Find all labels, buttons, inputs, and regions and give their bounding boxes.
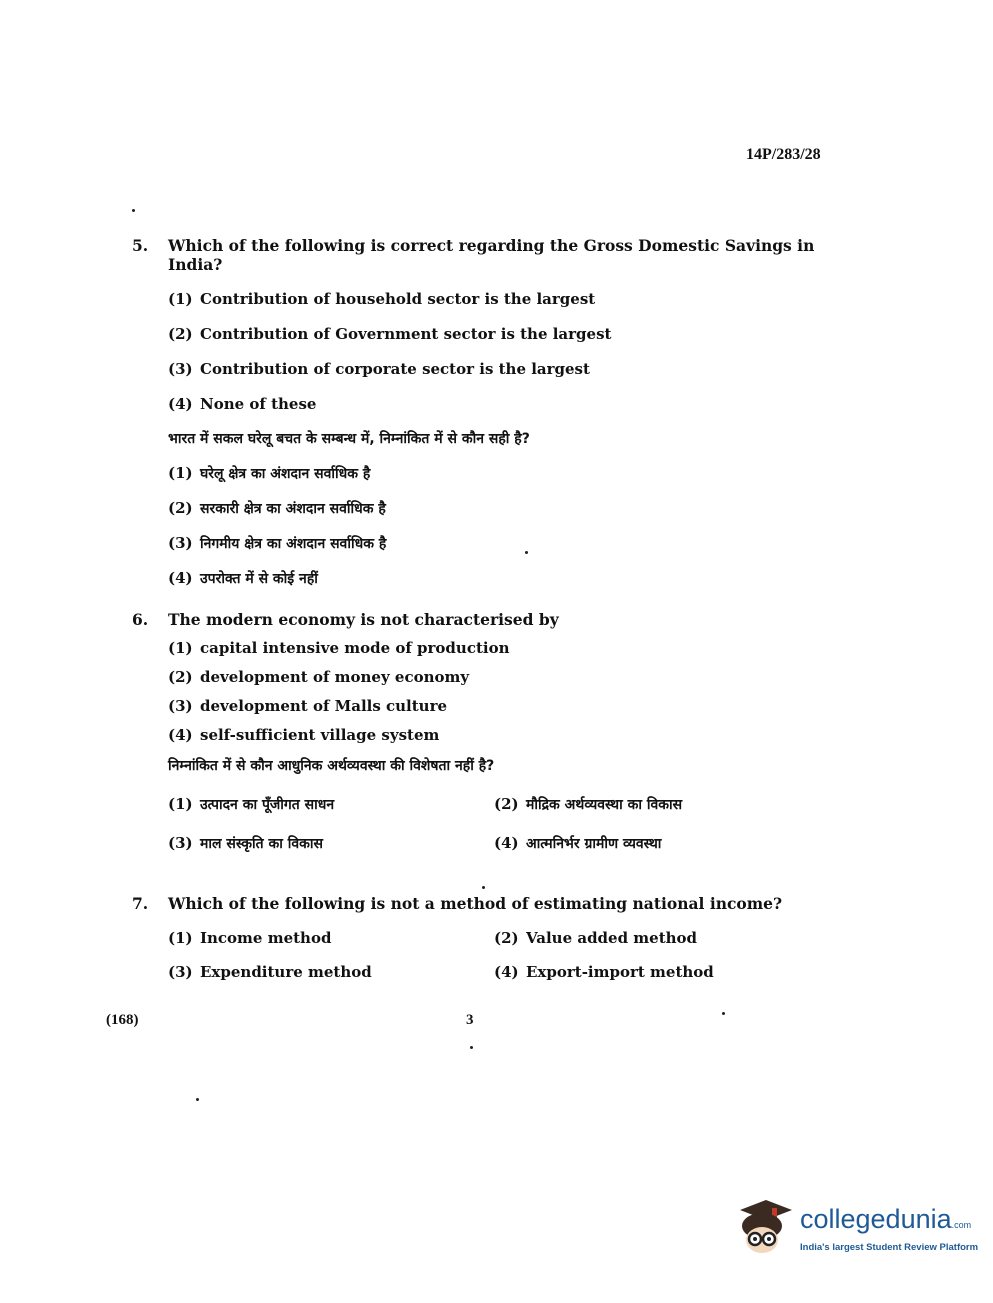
scan-speck bbox=[722, 1012, 725, 1015]
scan-speck bbox=[525, 551, 528, 554]
question-6-stem bbox=[132, 610, 832, 629]
options-row-2 bbox=[168, 834, 832, 853]
option-text: Expenditure method bbox=[200, 963, 372, 981]
option-number: (4) bbox=[168, 395, 193, 413]
option-number: (4) bbox=[168, 726, 193, 744]
option-text: development of money economy bbox=[200, 668, 470, 686]
option-text: None of these bbox=[200, 395, 317, 413]
option-text: development of Malls culture bbox=[200, 697, 448, 715]
option-text: Contribution of household sector is the largest bbox=[200, 290, 596, 308]
question-number: 6. bbox=[132, 610, 149, 629]
option-number: (2) bbox=[168, 499, 193, 517]
question-number: 7. bbox=[132, 894, 149, 913]
option-hi-1 bbox=[168, 795, 494, 814]
option-hi-3 bbox=[168, 834, 494, 853]
scan-speck bbox=[470, 1046, 473, 1049]
question-text-hindi: निम्नांकित में से कौन आधुनिक अर्थव्यवस्था की विशेषता नहीं है? bbox=[168, 758, 495, 774]
option-number: (3) bbox=[168, 963, 193, 981]
option-text: आत्मनिर्भर ग्रामीण व्यवस्था bbox=[526, 836, 662, 852]
option-number: (4) bbox=[494, 963, 519, 981]
option-hi-4 bbox=[494, 834, 820, 853]
brand-name bbox=[800, 1204, 978, 1240]
option-text: self-sufficient village system bbox=[200, 726, 440, 744]
option-en-4 bbox=[168, 726, 832, 744]
option-en-3 bbox=[168, 360, 832, 378]
question-6 bbox=[132, 610, 832, 853]
question-number: 5. bbox=[132, 236, 149, 255]
question-text-hindi: भारत में सकल घरेलू बचत के सम्बन्ध में, निम्नांकित में से कौन सही है? bbox=[168, 431, 530, 447]
option-number: (1) bbox=[168, 929, 193, 947]
page-number: 3 bbox=[466, 1012, 474, 1028]
option-text: सरकारी क्षेत्र का अंशदान सर्वाधिक है bbox=[200, 501, 386, 517]
option-number: (2) bbox=[168, 668, 193, 686]
option-hi-2 bbox=[494, 795, 820, 814]
option-en-2 bbox=[494, 929, 820, 947]
option-text: निगमीय क्षेत्र का अंशदान सर्वाधिक है bbox=[200, 536, 387, 552]
option-text: Value added method bbox=[526, 929, 698, 947]
option-number: (3) bbox=[168, 697, 193, 715]
option-number: (1) bbox=[168, 290, 193, 308]
question-5-stem bbox=[132, 236, 832, 274]
brand-tagline: India's largest Student Review Platform bbox=[800, 1241, 979, 1253]
question-5 bbox=[132, 236, 832, 588]
option-number: (2) bbox=[168, 325, 193, 343]
option-text: मौद्रिक अर्थव्यवस्था का विकास bbox=[526, 797, 683, 813]
booklet-code: (168) bbox=[106, 1012, 139, 1028]
option-text: capital intensive mode of production bbox=[200, 639, 510, 657]
question-text: The modern economy is not characterised by bbox=[168, 610, 559, 629]
option-number: (1) bbox=[168, 795, 193, 813]
option-en-3 bbox=[168, 963, 494, 981]
scan-speck bbox=[482, 886, 485, 889]
option-number: (3) bbox=[168, 534, 193, 552]
option-number: (3) bbox=[168, 834, 193, 852]
option-hi-2 bbox=[168, 499, 832, 518]
option-number: (2) bbox=[494, 929, 519, 947]
option-text: Income method bbox=[200, 929, 332, 947]
option-text: उत्पादन का पूँजीगत साधन bbox=[200, 797, 335, 813]
option-text: Export-import method bbox=[526, 963, 714, 981]
options-row-2 bbox=[168, 963, 832, 981]
option-text: Contribution of Government sector is the largest bbox=[200, 325, 612, 343]
option-text: Contribution of corporate sector is the largest bbox=[200, 360, 590, 378]
option-en-2 bbox=[168, 668, 832, 686]
option-en-4 bbox=[494, 963, 820, 981]
option-en-1 bbox=[168, 290, 832, 308]
option-text: उपरोक्त में से कोई नहीं bbox=[200, 571, 318, 587]
question-text: Which of the following is not a method of estimating national income? bbox=[168, 894, 783, 913]
brand-suffix: .com bbox=[951, 1219, 972, 1230]
option-number: (1) bbox=[168, 639, 193, 657]
option-text: माल संस्कृति का विकास bbox=[200, 836, 324, 852]
question-text: Which of the following is correct regarding the Gross Domestic Savings in India? bbox=[168, 236, 815, 274]
option-en-1 bbox=[168, 639, 832, 657]
option-number: (4) bbox=[168, 569, 193, 587]
page-code: 14P/283/28 bbox=[746, 146, 821, 163]
options-row-1 bbox=[168, 929, 832, 947]
option-en-3 bbox=[168, 697, 832, 715]
scan-speck bbox=[132, 209, 135, 212]
option-text: घरेलू क्षेत्र का अंशदान सर्वाधिक है bbox=[200, 466, 371, 482]
scan-speck bbox=[196, 1098, 199, 1101]
brand-watermark bbox=[736, 1196, 978, 1260]
option-number: (2) bbox=[494, 795, 519, 813]
options-row-1 bbox=[168, 795, 832, 814]
mascot-logo-icon bbox=[736, 1196, 794, 1260]
option-hi-3 bbox=[168, 534, 832, 553]
option-en-2 bbox=[168, 325, 832, 343]
brand-name-text: collegedunia bbox=[800, 1203, 952, 1234]
option-hi-4 bbox=[168, 569, 832, 588]
option-number: (3) bbox=[168, 360, 193, 378]
option-hi-1 bbox=[168, 464, 832, 483]
option-en-4 bbox=[168, 395, 832, 413]
question-7 bbox=[132, 894, 832, 981]
option-number: (1) bbox=[168, 464, 193, 482]
question-7-stem bbox=[132, 894, 832, 913]
option-number: (4) bbox=[494, 834, 519, 852]
option-en-1 bbox=[168, 929, 494, 947]
